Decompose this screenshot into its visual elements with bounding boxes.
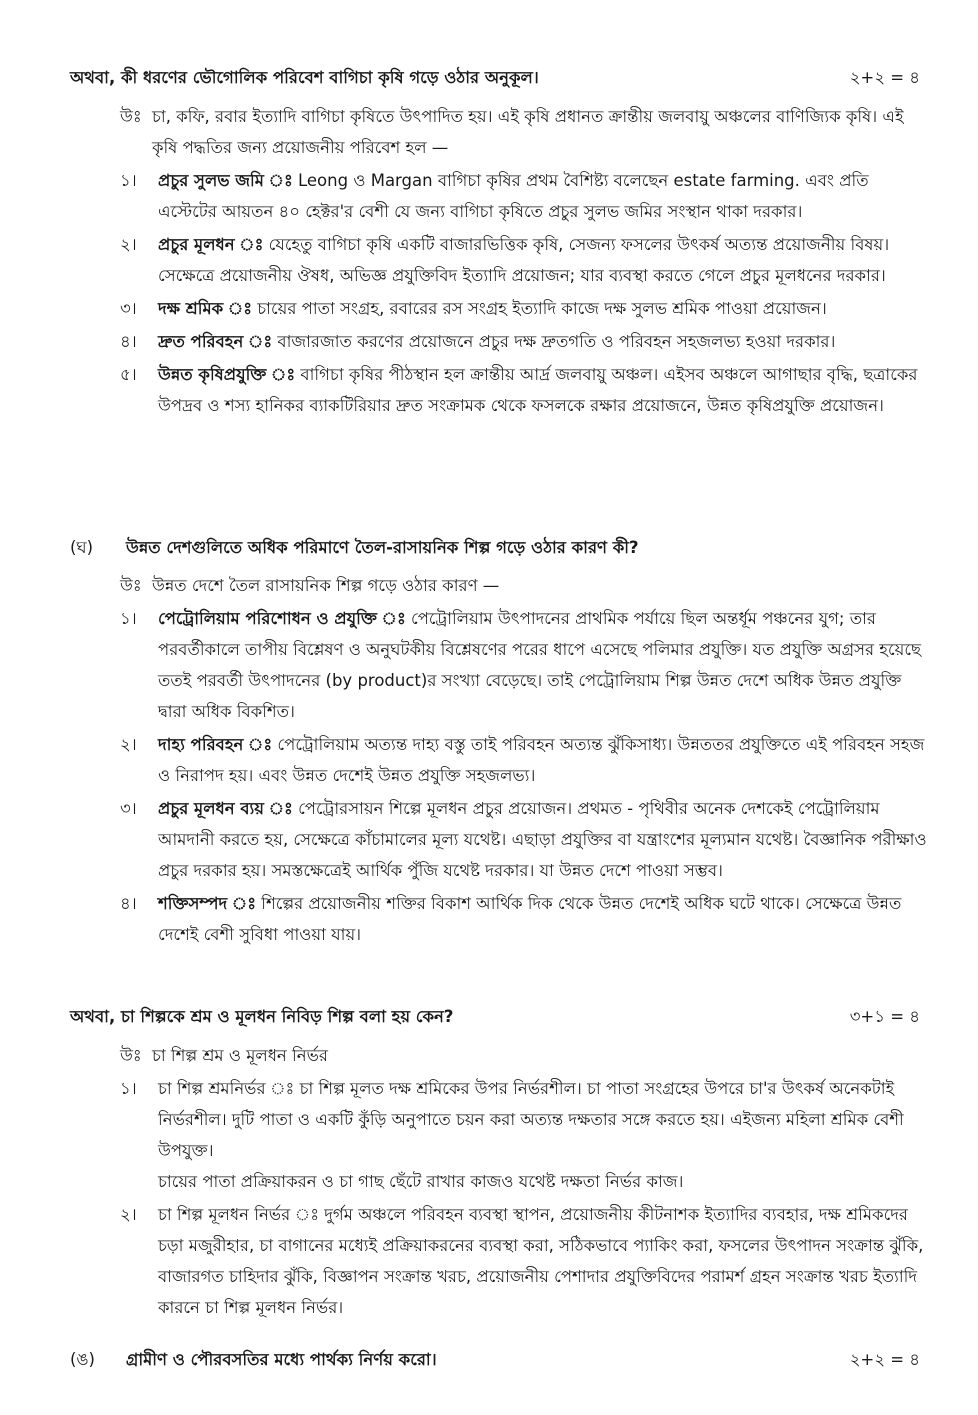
answer-2-point-1 — [120, 603, 930, 727]
answer-2-point-4 — [120, 888, 930, 950]
point-body: বাগিচা কৃষির পীঠস্থান হল ক্রান্তীয় আর্দ্র জলবায়ু অঞ্চল। এইসব অঞ্চলে আগাছার বৃদ্ধি, ছত্রাকের উপদ্রব ও শস্য হানিকর ব্যাকটিরিয়ার দ্রুত সংক্রামক থেকে ফসলকে রক্ষার প্রয়োজনে, উন্নত কৃষিপ্রযুক্তি প্রয়োজন। — [158, 365, 918, 415]
question-4 — [70, 1348, 920, 1372]
answer-2 — [120, 570, 930, 950]
point-body: পেট্রোরসায়ন শিল্পে মূলধন প্রচুর প্রয়োজন। প্রথমত - পৃথিবীর অনেক দেশকেই পেট্রোলিয়াম আমদানী করতে হয়, সেক্ষেত্রে কাঁচামালের মূল্য যথেষ্ট। এছাড়া প্রযুক্তির বা যন্ত্রাংশের মূল্যমান যথেষ্ট। বৈজ্ঞানিক পরীক্ষাও প্রচুর দরকার হয়। সমস্তক্ষেত্রেই আর্থিক পুঁজি যথেষ্ট দরকার। যা উন্নত দেশে পাওয়া সম্ভব। — [158, 799, 927, 880]
point-number: ৩। — [120, 299, 137, 318]
point-body: যেহেতু বাগিচা কৃষি একটি বাজারভিত্তিক কৃষি, সেজন্য ফসলের উৎকর্ষ অত্যন্ত প্রয়োজনীয় বিষয়। সেক্ষেত্রে প্রয়োজনীয় ঔষধ, অভিজ্ঞ প্রযুক্তিবিদ ইত্যাদি প্রয়োজন; যার ব্যবস্থা করতে গেলে প্রচুর মূলধনের দরকার। — [158, 235, 890, 285]
question-4-text: গ্রামীণ ও পৌরবসতির মধ্যে পার্থক্য নির্ণয় করো। — [126, 1350, 437, 1369]
question-2 — [70, 536, 920, 560]
answer-1-point-2 — [120, 229, 930, 291]
question-3-marks: ৩+১ = ৪ — [849, 1007, 920, 1026]
point-heading: দাহ্য পরিবহন ঃ — [158, 735, 273, 754]
answer-2-point-3 — [120, 793, 930, 886]
point-heading: দ্রুত পরিবহন ঃ — [158, 332, 273, 351]
answer-1-point-3 — [120, 293, 930, 324]
answer-3-point-1 — [120, 1073, 930, 1166]
point-heading: উন্নত কৃষিপ্রযুক্তি ঃ — [158, 365, 296, 384]
answer-label: উঃ — [120, 107, 142, 126]
question-3 — [70, 1005, 920, 1029]
point-number: ৩। — [120, 799, 137, 818]
point-number: ৪। — [120, 332, 137, 351]
point-number: ৪। — [120, 894, 137, 913]
point-body: পেট্রোলিয়াম অত্যন্ত দাহ্য বস্তু তাই পরিবহন অত্যন্ত ঝুঁকিসাধ্য। উন্নততর প্রযুক্তিতে এই পরিবহন সহজ ও নিরাপদ হয়। এবং উন্নত দেশেই উন্নত প্রযুক্তি সহজলভ্য। — [158, 735, 925, 785]
question-4-marks: ২+২ = ৪ — [849, 1350, 920, 1369]
point-number: ১। — [120, 1079, 137, 1098]
point-heading: পেট্রোলিয়াম পরিশোধন ও প্রযুক্তি ঃ — [158, 609, 406, 628]
point-number: ৫। — [120, 365, 137, 384]
answer-1-point-1 — [120, 165, 930, 227]
point-body: চায়ের পাতা সংগ্রহ, রবারের রস সংগ্রহ ইত্যাদি কাজে দক্ষ সুলভ শ্রমিক পাওয়া প্রয়োজন। — [257, 299, 827, 318]
point-body: পেট্রোলিয়াম উৎপাদনের প্রাথমিক পর্যায়ে ছিল অন্তর্ধূম পঞ্চনের যুগ; তার পরবর্তীকালে তাপীয় বিশ্লেষণ ও অনুঘটকীয় বিশ্লেষণের পরের ধাপে এসেছে পলিমার প্রযুক্তি। যত প্রযুক্তি অগ্রসর হয়েছে ততই পরবর্তী উৎপাদনের (by product)র সংখ্যা বেড়েছে। তাই পেট্রোলিয়াম শিল্প উন্নত দেশে অধিক উন্নত প্রযুক্তি দ্বারা অধিক বিকশিত। — [158, 609, 921, 721]
question-1-marks: ২+২ = ৪ — [849, 68, 920, 87]
answer-intro-text: চা শিল্প শ্রম ও মূলধন নির্ভর — [152, 1046, 328, 1065]
point-body: চা শিল্প শ্রমনির্ভর ঃ চা শিল্প মূলত দক্ষ শ্রমিকের উপর নির্ভরশীল। চা পাতা সংগ্রহের উপরে চা'র উৎকর্ষ অনেকটাই নির্ভরশীল। দুটি পাতা ও একটি কুঁড়ি অনুপাতে চয়ন করা অত্যন্ত দক্ষতার সঙ্গে করতে হয়। এইজন্য মহিলা শ্রমিক বেশী উপযুক্ত। — [158, 1079, 904, 1160]
point-heading: প্রচুর মূলধন ব্যয় ঃ — [158, 799, 293, 818]
point-heading: দক্ষ শ্রমিক ঃ — [158, 299, 253, 318]
point-number: ১। — [120, 171, 137, 190]
answer-3-extra-line: চায়ের পাতা প্রক্রিয়াকরন ও চা গাছ ছেঁটে রাখার কাজও যথেষ্ট দক্ষতা নির্ভর কাজ। — [158, 1172, 684, 1191]
question-2-label: (ঘ) — [70, 538, 94, 557]
answer-intro-text: চা, কফি, রবার ইত্যাদি বাগিচা কৃষিতে উৎপাদিত হয়। এই কৃষি প্রধানত ক্রান্তীয় জলবায়ু অঞ্চলের বাণিজ্যিক কৃষি। এই কৃষি পদ্ধতির জন্য প্রয়োজনীয় পরিবেশ হল — — [152, 107, 904, 157]
point-body: চা শিল্প মূলধন নির্ভর ঃ দুর্গম অঞ্চলে পরিবহন ব্যবস্থা স্থাপন, প্রয়োজনীয় কীটনাশক ইত্যাদির ব্যবহার, দক্ষ শ্রমিকদের চড়া মজুরীহার, চা বাগানের মধ্যেই প্রক্রিয়াকরনের ব্যবস্থা করা, সঠিকভাবে প্যাকিং করা, ফসলের উৎপাদন সংক্রান্ত ঝুঁকি, বাজারগত চাহিদার ঝুঁকি, বিজ্ঞাপন সংক্রান্ত খরচ, প্রয়োজনীয় পেশাদার প্রযুক্তিবিদের পরামর্শ গ্রহন সংক্রান্ত খরচ ইত্যাদি কারনে চা শিল্প মূলধন নির্ভর। — [158, 1205, 924, 1317]
answer-1-point-4 — [120, 326, 930, 357]
question-4-label: (ঙ) — [70, 1350, 95, 1369]
point-body: Leong ও Margan বাগিচা কৃষির প্রথম বৈশিষ্ট্য বলেছেন estate farming. এবং প্রতি এস্টেটের আয়তন ৪০ হেক্টর'র বেশী যে জন্য বাগিচা কৃষিতে প্রচুর সুলভ জমির সংস্থান থাকা দরকার। — [158, 171, 869, 221]
answer-3-point-2 — [120, 1199, 930, 1323]
point-number: ২। — [120, 235, 137, 254]
answer-label: উঃ — [120, 576, 142, 595]
point-body: শিল্পের প্রয়োজনীয় শক্তির বিকাশ আর্থিক দিক থেকে উন্নত দেশেই অধিক ঘটে থাকে। সেক্ষেত্রে উন্নত দেশেই বেশী সুবিধা পাওয়া যায়। — [158, 894, 902, 944]
question-2-text: উন্নত দেশগুলিতে অধিক পরিমাণে তৈল-রাসায়নিক শিল্প গড়ে ওঠার কারণ কী? — [126, 538, 639, 557]
answer-intro-text: উন্নত দেশে তৈল রাসায়নিক শিল্প গড়ে ওঠার কারণ — — [152, 576, 500, 595]
question-1 — [70, 66, 920, 90]
question-3-text: অথবা, চা শিল্পকে শ্রম ও মূলধন নিবিড় শিল্প বলা হয় কেন? — [70, 1007, 454, 1026]
point-body: বাজারজাত করণের প্রয়োজনে প্রচুর দক্ষ দ্রুতগতি ও পরিবহন সহজলভ্য হওয়া দরকার। — [277, 332, 836, 351]
answer-label: উঃ — [120, 1046, 142, 1065]
point-heading: প্রচুর মূলধন ঃ — [158, 235, 264, 254]
answer-3 — [120, 1040, 930, 1323]
point-heading: প্রচুর সুলভ জমি ঃ — [158, 171, 293, 190]
answer-3-intro — [120, 1040, 930, 1071]
point-heading: শক্তিসম্পদ ঃ — [158, 894, 257, 913]
point-number: ২। — [120, 1205, 137, 1224]
answer-1-intro — [120, 101, 930, 163]
answer-1 — [120, 101, 930, 421]
answer-2-point-2 — [120, 729, 930, 791]
point-number: ২। — [120, 735, 137, 754]
answer-1-point-5 — [120, 359, 930, 421]
point-number: ১। — [120, 609, 137, 628]
answer-2-intro — [120, 570, 930, 601]
question-1-text: অথবা, কী ধরণের ভৌগোলিক পরিবেশ বাগিচা কৃষি গড়ে ওঠার অনুকূল। — [70, 68, 539, 87]
